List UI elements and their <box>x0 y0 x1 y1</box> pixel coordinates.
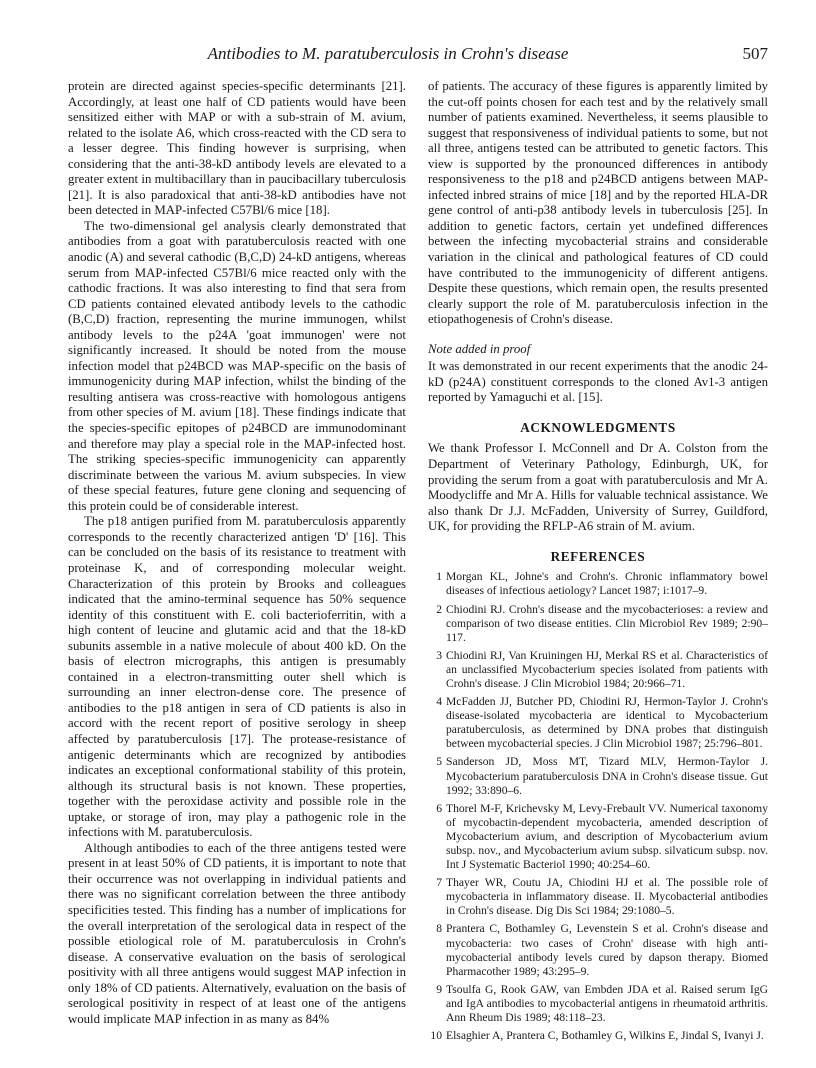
reference-number: 7 <box>436 876 442 890</box>
references-heading: REFERENCES <box>550 548 646 564</box>
right-column <box>428 79 768 1047</box>
note-text: It was demonstrated in our recent experiments that the anodic 24-kD (p24A) constituent corresponds to the cloned Av1-3 antigen reported by Yamaguchi et al. [15]. <box>428 359 768 405</box>
reference-item <box>428 570 768 598</box>
reference-number: 1 <box>436 570 442 584</box>
body-paragraph: of patients. The accuracy of these figures is apparently limited by the cut-off points chosen for each test and by the relatively small number of patients examined. Nevertheless, it seems plausible to suggest that responsiveness of individual patients to some, but not all three, antigens tested can be attributed to genetic factors. This view is supported by the pronounced differences in antibody responsiveness to the p18 and p24BCD antigens between MAP-infected inbred strains of mice [18] and by the reported HLA-DR gene control of anti-p38 antibody levels in tuberculosis [25]. In addition to genetic factors, certain yet undefined differences between the infecting mycobacterial strains and considerable variation in the clinical and pathological features of CD could have contributed to the immunogenicity of different antigens. Despite these questions, which remain open, the results presented clearly support the role of M. paratuberculosis infection in the etiopathogenesis of Crohn's disease. <box>428 79 768 327</box>
reference-number: 3 <box>436 648 442 662</box>
reference-text: Sanderson JD, Moss MT, Tizard MLV, Hermon-Taylor J. Mycobacterium paratuberculosis DNA in Crohn's disease tissue. Gut 1992; 33:890–6. <box>446 755 768 797</box>
running-title: Antibodies to M. paratuberculosis in Crohn's disease <box>207 44 569 63</box>
reference-text: Thorel M-F, Krichevsky M, Levy-Frebault VV. Numerical taxonomy of mycobactin-dependent mycobacteria, amended description of Mycobacterium avium, and description of Mycobacterium avium subsp. nov., and Mycobacterium avium subsp. silvaticum subsp. nov. Int J Systematic Bacteriol 1990; 40:254–60. <box>446 801 768 872</box>
reference-list <box>428 570 768 1043</box>
note-heading: Note added in proof <box>428 341 531 356</box>
reference-text: Prantera C, Bothamley G, Levenstein S et al. Crohn's disease and mycobacteria: two cases of Crohn' disease with high anti-mycobacterial antibody levels cured by dapson therapy. Biomed Pharmacother 1989; 43:295–9. <box>446 922 768 978</box>
reference-number: 5 <box>436 755 442 769</box>
reference-text: Chiodini RJ. Crohn's disease and the mycobacterioses: a review and comparison of two disease entities. Clin Microbiol Rev 1989; 2:90–117. <box>446 602 768 644</box>
reference-number: 10 <box>430 1029 442 1043</box>
reference-item <box>428 922 768 978</box>
reference-number: 8 <box>436 922 442 936</box>
reference-number: 2 <box>436 602 442 616</box>
reference-item <box>428 695 768 751</box>
reference-item <box>428 603 768 645</box>
reference-number: 4 <box>436 695 442 709</box>
reference-item <box>428 649 768 691</box>
reference-text: Thayer WR, Coutu JA, Chiodini HJ et al. The possible role of mycobacteria in inflammatory disease. II. Mycobacterial antibodies in Crohn's disease. Dig Dis Sci 1984; 29:1080–5. <box>446 876 768 918</box>
reference-item <box>428 1029 768 1043</box>
page-number: 507 <box>742 44 768 63</box>
reference-text: Tsoulfa G, Rook GAW, van Embden JDA et al. Raised serum IgG and IgA antibodies to mycobacterial antigens in rheumatoid arthritis. Ann Rheum Dis 1989; 48:118–23. <box>446 982 768 1025</box>
body-paragraph: protein are directed against species-specific determinants [21]. Accordingly, at least one half of CD patients would have been sensitized either with MAP or with a sub-strain of M. avium, related to the isolate A6, which cross-reacted with the CD sera to a lesser degree. This finding however is surprising, when considering that the anti-38-kD antibody levels are elevated to a greater extent in multibacillary than in paucibacillary tuberculosis [21]. It is also paradoxical that anti-38-kD antibodies have not been detected in MAP-infected C57Bl/6 mice [18]. <box>68 79 406 218</box>
running-head <box>68 44 768 66</box>
reference-text: McFadden JJ, Butcher PD, Chiodini RJ, Hermon-Taylor J. Crohn's disease-isolated mycobacteria are identical to Mycobacterium paratuberculosis, as determined by DNA probes that distinguish between mycobacterial species. J Clin Microbiol 1987; 25:796–801. <box>446 695 768 751</box>
reference-text: Elsaghier A, Prantera C, Bothamley G, Wilkins E, Jindal S, Ivanyi J. <box>446 1029 764 1043</box>
reference-text: Chiodini RJ, Van Kruiningen HJ, Merkal RS et al. Characteristics of an unclassified Mycobacterium species isolated from patients with Crohn's disease. J Clin Microbiol 1984; 20:966–71. <box>446 648 768 690</box>
body-paragraph: The p18 antigen purified from M. paratuberculosis apparently corresponds to the recently characterized antigen 'D' [16]. This can be concluded on the basis of its resistance to treatment with proteinase K, and of corresponding molecular weight. Characterization of this protein by Brooks and colleagues indicated that the amino-terminal sequence has 50% sequence identity of this constituent with E. coli bacterioferritin, with a high content of leucine and glutamic acid and that the 18-kD subunits assemble in a native molecule of about 400 kD. On the basis of electron micrographs, this antigen is presumably contained in a electron-transmitting outer shell which is surrounding an inner electron-dense core. The presence of antibodies to the p18 antigen in sera of CD patients is also in accord with the recent report of positive serology in sheep affected by paratuberculosis [17]. The protease-resistance of antigenic determinants which are recognized by antibodies indicates an exceptional conformational stability of this protein, although its structural basis is not known. These properties, together with the peroxidase activity and possible role in the uptake, or storage of iron, may play a pathogenic role in the infections with M. paratuberculosis. <box>68 514 406 840</box>
reference-item <box>428 802 768 872</box>
reference-item <box>428 983 768 1025</box>
left-column <box>68 79 406 1027</box>
reference-number: 6 <box>436 801 442 815</box>
body-paragraph: Although antibodies to each of the three antigens tested were present in at least 50% of CD patients, it is important to note that their occurrence was not overlapping in individual patients and there was no significant correlation between the three antibody specificities tested. This finding has a number of implications for the overall interpretation of the serological data in respect of the possible etiological role of M. paratuberculosis in Crohn's disease. A conservative evaluation on the basis of serological positivity with all three antigens would suggest MAP infection in only 18% of CD patients. Alternatively, evaluation on the basis of serological positivity in respect of at least one of the antigens would implicate MAP infection in as many as 84% <box>68 840 406 1026</box>
acknowledgments-text: We thank Professor I. McConnell and Dr A. Colston from the Department of Veterinary Pathology, Edinburgh, UK, for providing the serum from a goat with paratuberculosis and Mr A. Moodycliffe and Mr A. Hills for valuable technical assistance. We also thank Dr J.J. McFadden, University of Surrey, Guildford, UK, for providing the RFLP-A6 strain of M. avium. <box>428 441 768 534</box>
reference-item <box>428 876 768 918</box>
body-paragraph: The two-dimensional gel analysis clearly demonstrated that antibodies from a goat with paratuberculosis reacted with one anodic (A) and several cathodic (B,C,D) 24-kD antigens, whereas serum from MAP-infected C57Bl/6 mice reacted only with the cathodic fractions. It was also interesting to find that sera from CD patients contained elevated antibody levels to the cathodic (B,C,D) fraction, representing the murine immunogen, whilst antibody levels to the p24A 'goat immunogen' were not significantly increased. It should be noted from the mouse infection model that p24BCD was MAP-specific on the basis of immunogenicity during MAP infection, whilst the binding of the resulting antisera was cross-reactive with homologous antigens from other species of M. avium [18]. These findings indicate that the species-specific epitopes of p24BCD are immunodominant and therefore may play a special role in the MAP-infected host. The striking species-specific immunogenicity can apparently discriminate between the various M. avium subspecies. In view of these special features, future gene cloning and sequencing of this protein could be of considerable interest. <box>68 218 406 513</box>
reference-item <box>428 755 768 797</box>
acknowledgments-heading: ACKNOWLEDGMENTS <box>520 419 676 435</box>
reference-number: 9 <box>436 982 442 996</box>
reference-text: Morgan KL, Johne's and Crohn's. Chronic inflammatory bowel diseases of infectious aetiology? Lancet 1987; i:1017–9. <box>446 570 768 598</box>
